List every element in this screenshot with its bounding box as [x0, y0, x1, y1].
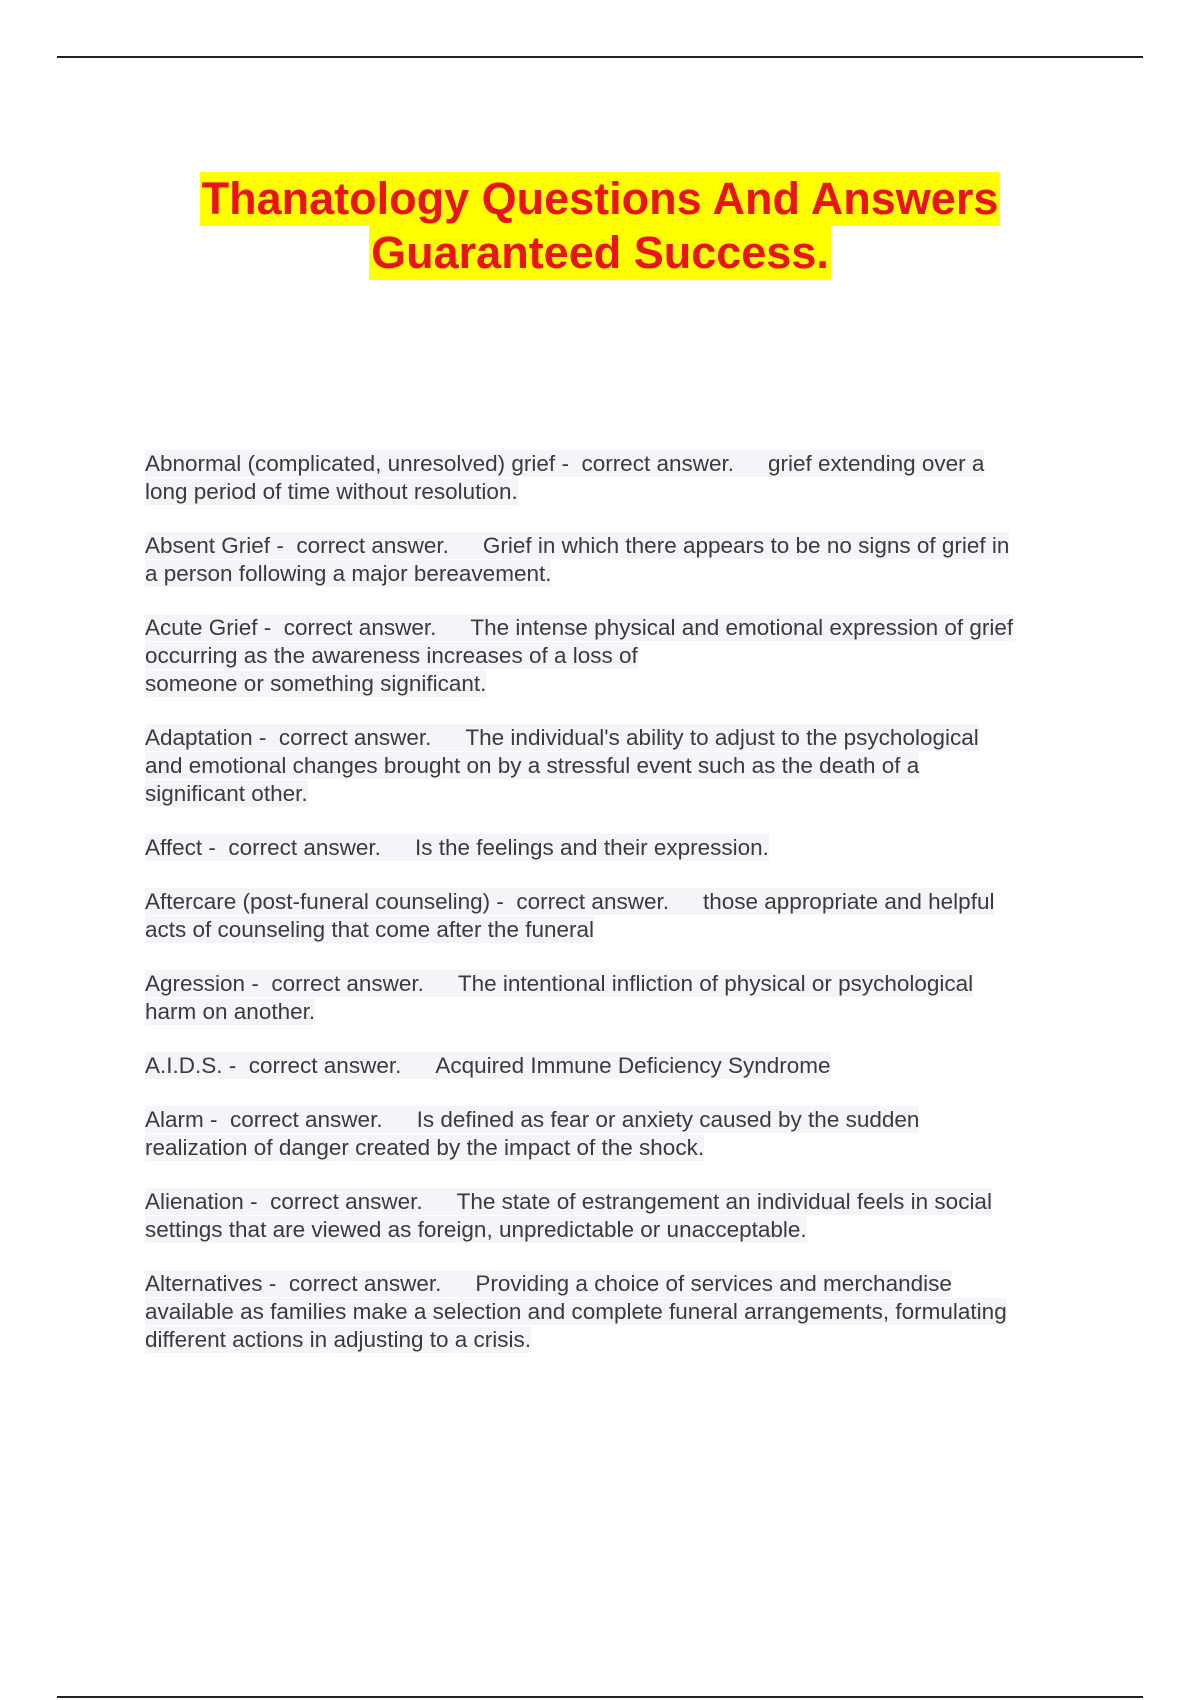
- entry-term: Alternatives: [145, 1271, 263, 1296]
- entry-definition: acts of counseling that come after the funeral: [145, 917, 595, 942]
- glossary-entry: A.I.D.S. - correct answer. Acquired Immune Deficiency Syndrome: [145, 1053, 831, 1078]
- entry-definition: harm on another.: [145, 999, 316, 1024]
- glossary-entries: [145, 450, 1085, 1380]
- entry-definition: The state of estrangement an individual feels in social: [456, 1189, 992, 1214]
- glossary-entry: Affect - correct answer. Is the feelings and their expression.: [145, 835, 769, 860]
- entry-definition: The intense physical and emotional expression of grief: [470, 615, 1014, 640]
- glossary-entry: Abnormal (complicated, unresolved) grief - correct answer. grief extending over a long period of time without resolution.: [145, 451, 985, 504]
- entry-definition: Is the feelings and their expression.: [414, 835, 769, 860]
- glossary-entry: Adaptation - correct answer. The individual's ability to adjust to the psychological and emotional changes brought on by a stressful event such as the death of a significant other.: [145, 725, 979, 806]
- entry-definition: different actions in adjusting to a crisis.: [145, 1327, 532, 1352]
- entry-definition: available as families make a selection and complete funeral arrangements, formulating: [145, 1299, 1007, 1324]
- entry-definition: those appropriate and helpful: [702, 889, 995, 914]
- entry-marker: correct answer.: [278, 725, 432, 750]
- entry-marker: correct answer.: [248, 1053, 402, 1078]
- entry-marker: correct answer.: [271, 971, 424, 996]
- entry-definition: Acquired Immune Deficiency Syndrome: [435, 1053, 831, 1078]
- entry-term: Absent Grief: [145, 533, 271, 558]
- glossary-entry: Alternatives - correct answer. Providing a choice of services and merchandise available as families make a selection and complete funeral arrangements, formulating different actions in adjusting to a crisis.: [145, 1271, 1007, 1352]
- entry-term: Alarm: [145, 1107, 204, 1132]
- entry-definition: Providing a choice of services and merchandise: [475, 1271, 952, 1296]
- entry-marker: correct answer.: [288, 1271, 442, 1296]
- entry-definition: significant other.: [145, 781, 308, 806]
- entry-term: Adaptation: [145, 725, 253, 750]
- title-line-1: Thanatology Questions And Answers: [201, 173, 999, 224]
- entry-marker: correct answer.: [283, 615, 437, 640]
- entry-definition: settings that are viewed as foreign, unpredictable or unacceptable.: [145, 1217, 807, 1242]
- entry-definition: Grief in which there appears to be no signs of grief in: [482, 533, 1010, 558]
- glossary-entry: Absent Grief - correct answer. Grief in which there appears to be no signs of grief in a person following a major bereavement.: [145, 533, 1010, 586]
- glossary-entry: Aftercare (post-funeral counseling) - correct answer. those appropriate and helpful acts of counseling that come after the funeral: [145, 889, 995, 942]
- bottom-rule: [57, 1696, 1143, 1698]
- entry-term: Abnormal (complicated, unresolved) grief: [145, 451, 556, 476]
- entry-marker: correct answer.: [270, 1189, 423, 1214]
- title-line-2: Guaranteed Success.: [371, 227, 829, 278]
- entry-marker: correct answer.: [230, 1107, 383, 1132]
- entry-term: Acute Grief: [145, 615, 258, 640]
- entry-definition: The intentional infliction of physical or psychological: [457, 971, 974, 996]
- entry-definition: The individual's ability to adjust to the psychological: [465, 725, 979, 750]
- entry-marker: correct answer.: [581, 451, 734, 476]
- document-title: [0, 172, 1200, 280]
- entry-definition: a person following a major bereavement.: [145, 561, 552, 586]
- entry-marker: correct answer.: [516, 889, 669, 914]
- entry-term: A.I.D.S.: [145, 1053, 223, 1078]
- glossary-entry: Alienation - correct answer. The state of estrangement an individual feels in social settings that are viewed as foreign, unpredictable or unacceptable.: [145, 1189, 992, 1242]
- glossary-entry: Acute Grief - correct answer. The intense physical and emotional expression of grief occurring as the awareness increases of a loss of someone or something significant.: [145, 615, 1014, 696]
- glossary-entry: Alarm - correct answer. Is defined as fear or anxiety caused by the sudden realization of danger created by the impact of the shock.: [145, 1107, 920, 1160]
- entry-definition: long period of time without resolution.: [145, 479, 518, 504]
- entry-term: Alienation: [145, 1189, 244, 1214]
- entry-definition: realization of danger created by the impact of the shock.: [145, 1135, 705, 1160]
- entry-definition: Is defined as fear or anxiety caused by the sudden: [416, 1107, 920, 1132]
- entry-definition: someone or something significant.: [145, 671, 487, 696]
- entry-definition: grief extending over a: [768, 451, 985, 476]
- entry-definition: and emotional changes brought on by a stressful event such as the death of a: [145, 753, 920, 778]
- glossary-entry: Agression - correct answer. The intentional infliction of physical or psychological harm on another.: [145, 971, 974, 1024]
- entry-definition: occurring as the awareness increases of a loss of: [145, 643, 638, 668]
- entry-term: Aftercare (post-funeral counseling): [145, 889, 491, 914]
- entry-marker: correct answer.: [228, 835, 381, 860]
- top-rule: [57, 56, 1143, 58]
- entry-term: Affect: [145, 835, 203, 860]
- entry-marker: correct answer.: [296, 533, 449, 558]
- entry-term: Agression: [145, 971, 246, 996]
